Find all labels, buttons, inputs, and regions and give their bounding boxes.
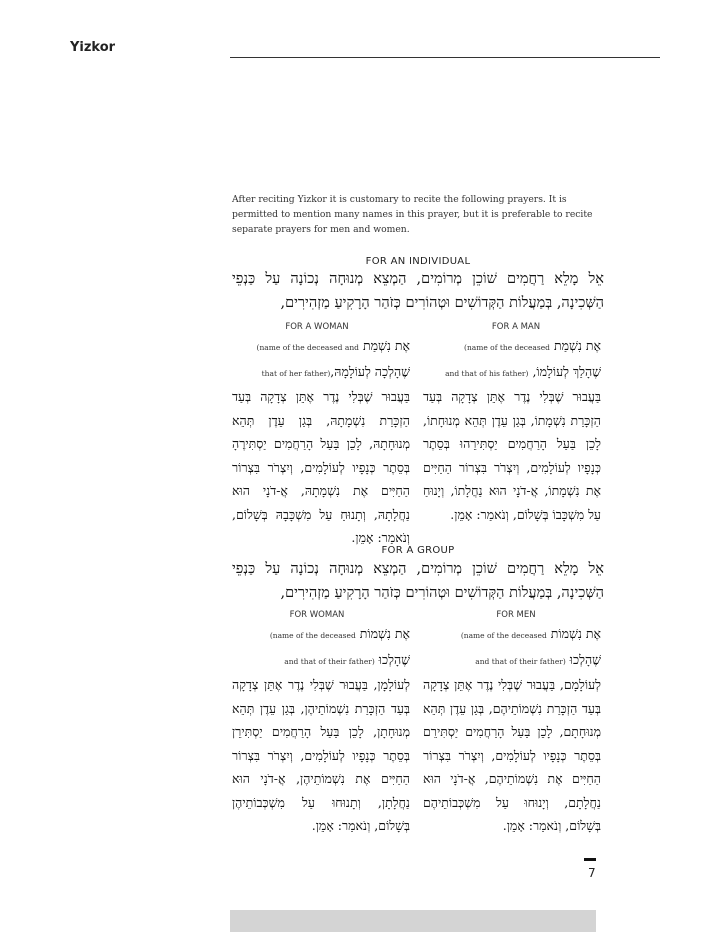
hebrew-text: אֶת נִשְׁמוֹת (359, 626, 410, 641)
page-header-title: Yizkor (70, 40, 116, 55)
prayer-body: לְעוֹלָמָן, בַּעֲבוּר שֶׁבְּלִי נֶדֶר אֶתֵּן צְדָקָה בְּעַד הַזְכָּרַת נִשְׁמוֹתֵיהֶן, בְּגַן עֵדֶן תְּהֵא מְנוּחָתָן, לָכֵן בַּעַל הָרַחֲמִים יַסְתִּירֵן בְּסֵתֶר כְּנָפָיו לְעוֹלָמִים, וְיִצְרֹר בִּצְרוֹר הַחַיִּים אֶת נִשְׁמוֹתֵיהֶן, אֲ-דֹנָי הוּא נַחֲלָתָן, וְתָנוּחוּ עַל מִשְׁכְּבוֹתֵיהֶן בְּשָׁלוֹם, וְנֹאמַר: אָמֵן. (232, 677, 410, 833)
column-heading-men: FOR MEN (496, 610, 536, 620)
prayer-body: בַּעֲבוּר שֶׁבְּלִי נֶדֶר אֶתֵּן צְדָקָה בְּעַד הַזְכָּרַת נִשְׁמָתוֹ, בְּגַן עֵדֶן תְּהֵא מְנוּחָתוֹ, לָכֵן בַּעַל הָרַחֲמִים יַסְתִּירֵהוּ בְּסֵתֶר כְּנָפָיו לְעוֹלָמִים, וְיִצְרֹר בִּצְרוֹר הַחַיִּים אֶת נִשְׁמָתוֹ, אֲ-דֹנָי הוּא נַחֲלָתוֹ, וְיָנוּחַ עַל מִשְׁכָּבוֹ בְּשָׁלוֹם, וְנֹאמַר: אָמֵן. (423, 389, 601, 522)
column-heading-women: FOR WOMAN (289, 610, 345, 620)
name-instruction-note: and that of his father) (445, 368, 529, 378)
hebrew-text: אֶת נִשְׁמַת (553, 338, 601, 353)
prayer-column-woman (232, 334, 410, 550)
individual-opening-prayer: אֵל מָלֵא רַחֲמִים שׁוֹכֵן מְרוֹמִים, הַמְצֵא מְנוּחָה נְכוֹנָה עַל כַּנְפֵי הַשְּׁכִינָה, בְּמַעֲלוֹת הַקְּדוֹשִׁים וּטְהוֹרִים כְּזֹהַר הָרָקִיעַ מַזְהִירִים, (232, 271, 604, 311)
name-instruction-note: (name of the deceased (269, 631, 356, 640)
name-instruction-note: and that of their father) (475, 656, 566, 666)
intro-paragraph: After reciting Yizkor it is customary to recite the following prayers. It is permitted to mention many names in this prayer, but it is preferable to recite separate prayers for men and women. (232, 194, 593, 235)
hebrew-text: שֶׁהָלְכוּ (378, 651, 410, 667)
column-heading-woman: FOR A WOMAN (285, 322, 349, 332)
name-instruction-note: (name of the deceased and (256, 343, 359, 352)
name-line (232, 622, 410, 648)
name-line (423, 334, 601, 360)
page-number-marker (584, 858, 596, 861)
name-line (423, 622, 601, 648)
name-instruction-note: (name of the deceased (460, 631, 547, 640)
name-instruction-note: (name of the deceased (464, 343, 550, 352)
group-opening-prayer: אֵל מָלֵא רַחֲמִים שׁוֹכֵן מְרוֹמִים, הַמְצֵא מְנוּחָה נְכוֹנָה עַל כַּנְפֵי הַשְּׁכִינָה, בְּמַעֲלוֹת הַקְּדוֹשִׁים וּטְהוֹרִים כְּזֹהַר הָרָקִיעַ מַזְהִירִים, (232, 561, 604, 601)
footer-bar (230, 910, 596, 932)
hebrew-text: שֶׁהָלְכָה לְעוֹלָמָהּ, (330, 363, 410, 379)
prayer-column-men (423, 622, 601, 838)
hebrew-text: שֶׁהָלְכוּ (569, 651, 601, 667)
name-line (232, 648, 410, 674)
section-heading-individual: FOR AN INDIVIDUAL (365, 256, 471, 267)
prayer-column-women (232, 622, 410, 838)
name-line (232, 334, 410, 360)
page-number: 7 (588, 866, 596, 880)
name-instruction-note: that of her father) (261, 368, 331, 378)
section-heading-group: FOR A GROUP (381, 545, 455, 556)
name-line (423, 360, 601, 386)
name-line (423, 648, 601, 674)
name-line (232, 360, 410, 386)
header-divider (230, 57, 660, 58)
prayer-body: לְעוֹלָמָם, בַּעֲבוּר שֶׁבְּלִי נֶדֶר אֶתֵּן צְדָקָה בְּעַד הַזְכָּרַת נִשְׁמוֹתֵיהֶם, בְּגַן עֵדֶן תְּהֵא מְנוּחָתָם, לָכֵן בַּעַל הָרַחֲמִים יַסְתִּירֵם בְּסֵתֶר כְּנָפָיו לְעוֹלָמִים, וְיִצְרֹר בִּצְרוֹר הַחַיִּים אֶת נִשְׁמוֹתֵיהֶם, אֲ-דֹנָי הוּא נַחֲלָתָם, וְיָנוּחוּ עַל מִשְׁכְּבוֹתֵיהֶם בְּשָׁלוֹם, וְנֹאמַר: אָמֵן. (423, 677, 601, 833)
prayer-column-man (423, 334, 601, 526)
hebrew-text: אֶת נִשְׁמוֹת (550, 626, 601, 641)
prayer-body: בַּעֲבוּר שֶׁבְּלִי נֶדֶר אֶתֵּן צְדָקָה בְּעַד הַזְכָּרַת נִשְׁמָתָהּ, בְּגַן עֵדֶן תְּהֵא מְנוּחָתָהּ, לָכֵן בַּעַל הָרַחֲמִים יַסְתִּירֶהָ בְּסֵתֶר כְּנָפָיו לְעוֹלָמִים, וְיִצְרֹר בִּצְרוֹר הַחַיִּים אֶת נִשְׁמָתָהּ, אֲ-דֹנָי הוּא נַחֲלָתָהּ, וְתָנוּחַ עַל מִשְׁכָּבָהּ בְּשָׁלוֹם, וְנֹאמַר: אָמֵן. (232, 389, 410, 545)
name-instruction-note: and that of their father) (284, 656, 375, 666)
column-heading-man: FOR A MAN (491, 322, 541, 332)
hebrew-text: אֶת נִשְׁמַת (362, 338, 410, 353)
hebrew-text: שֶׁהָלַךְ לְעוֹלָמוֹ, (532, 363, 601, 379)
